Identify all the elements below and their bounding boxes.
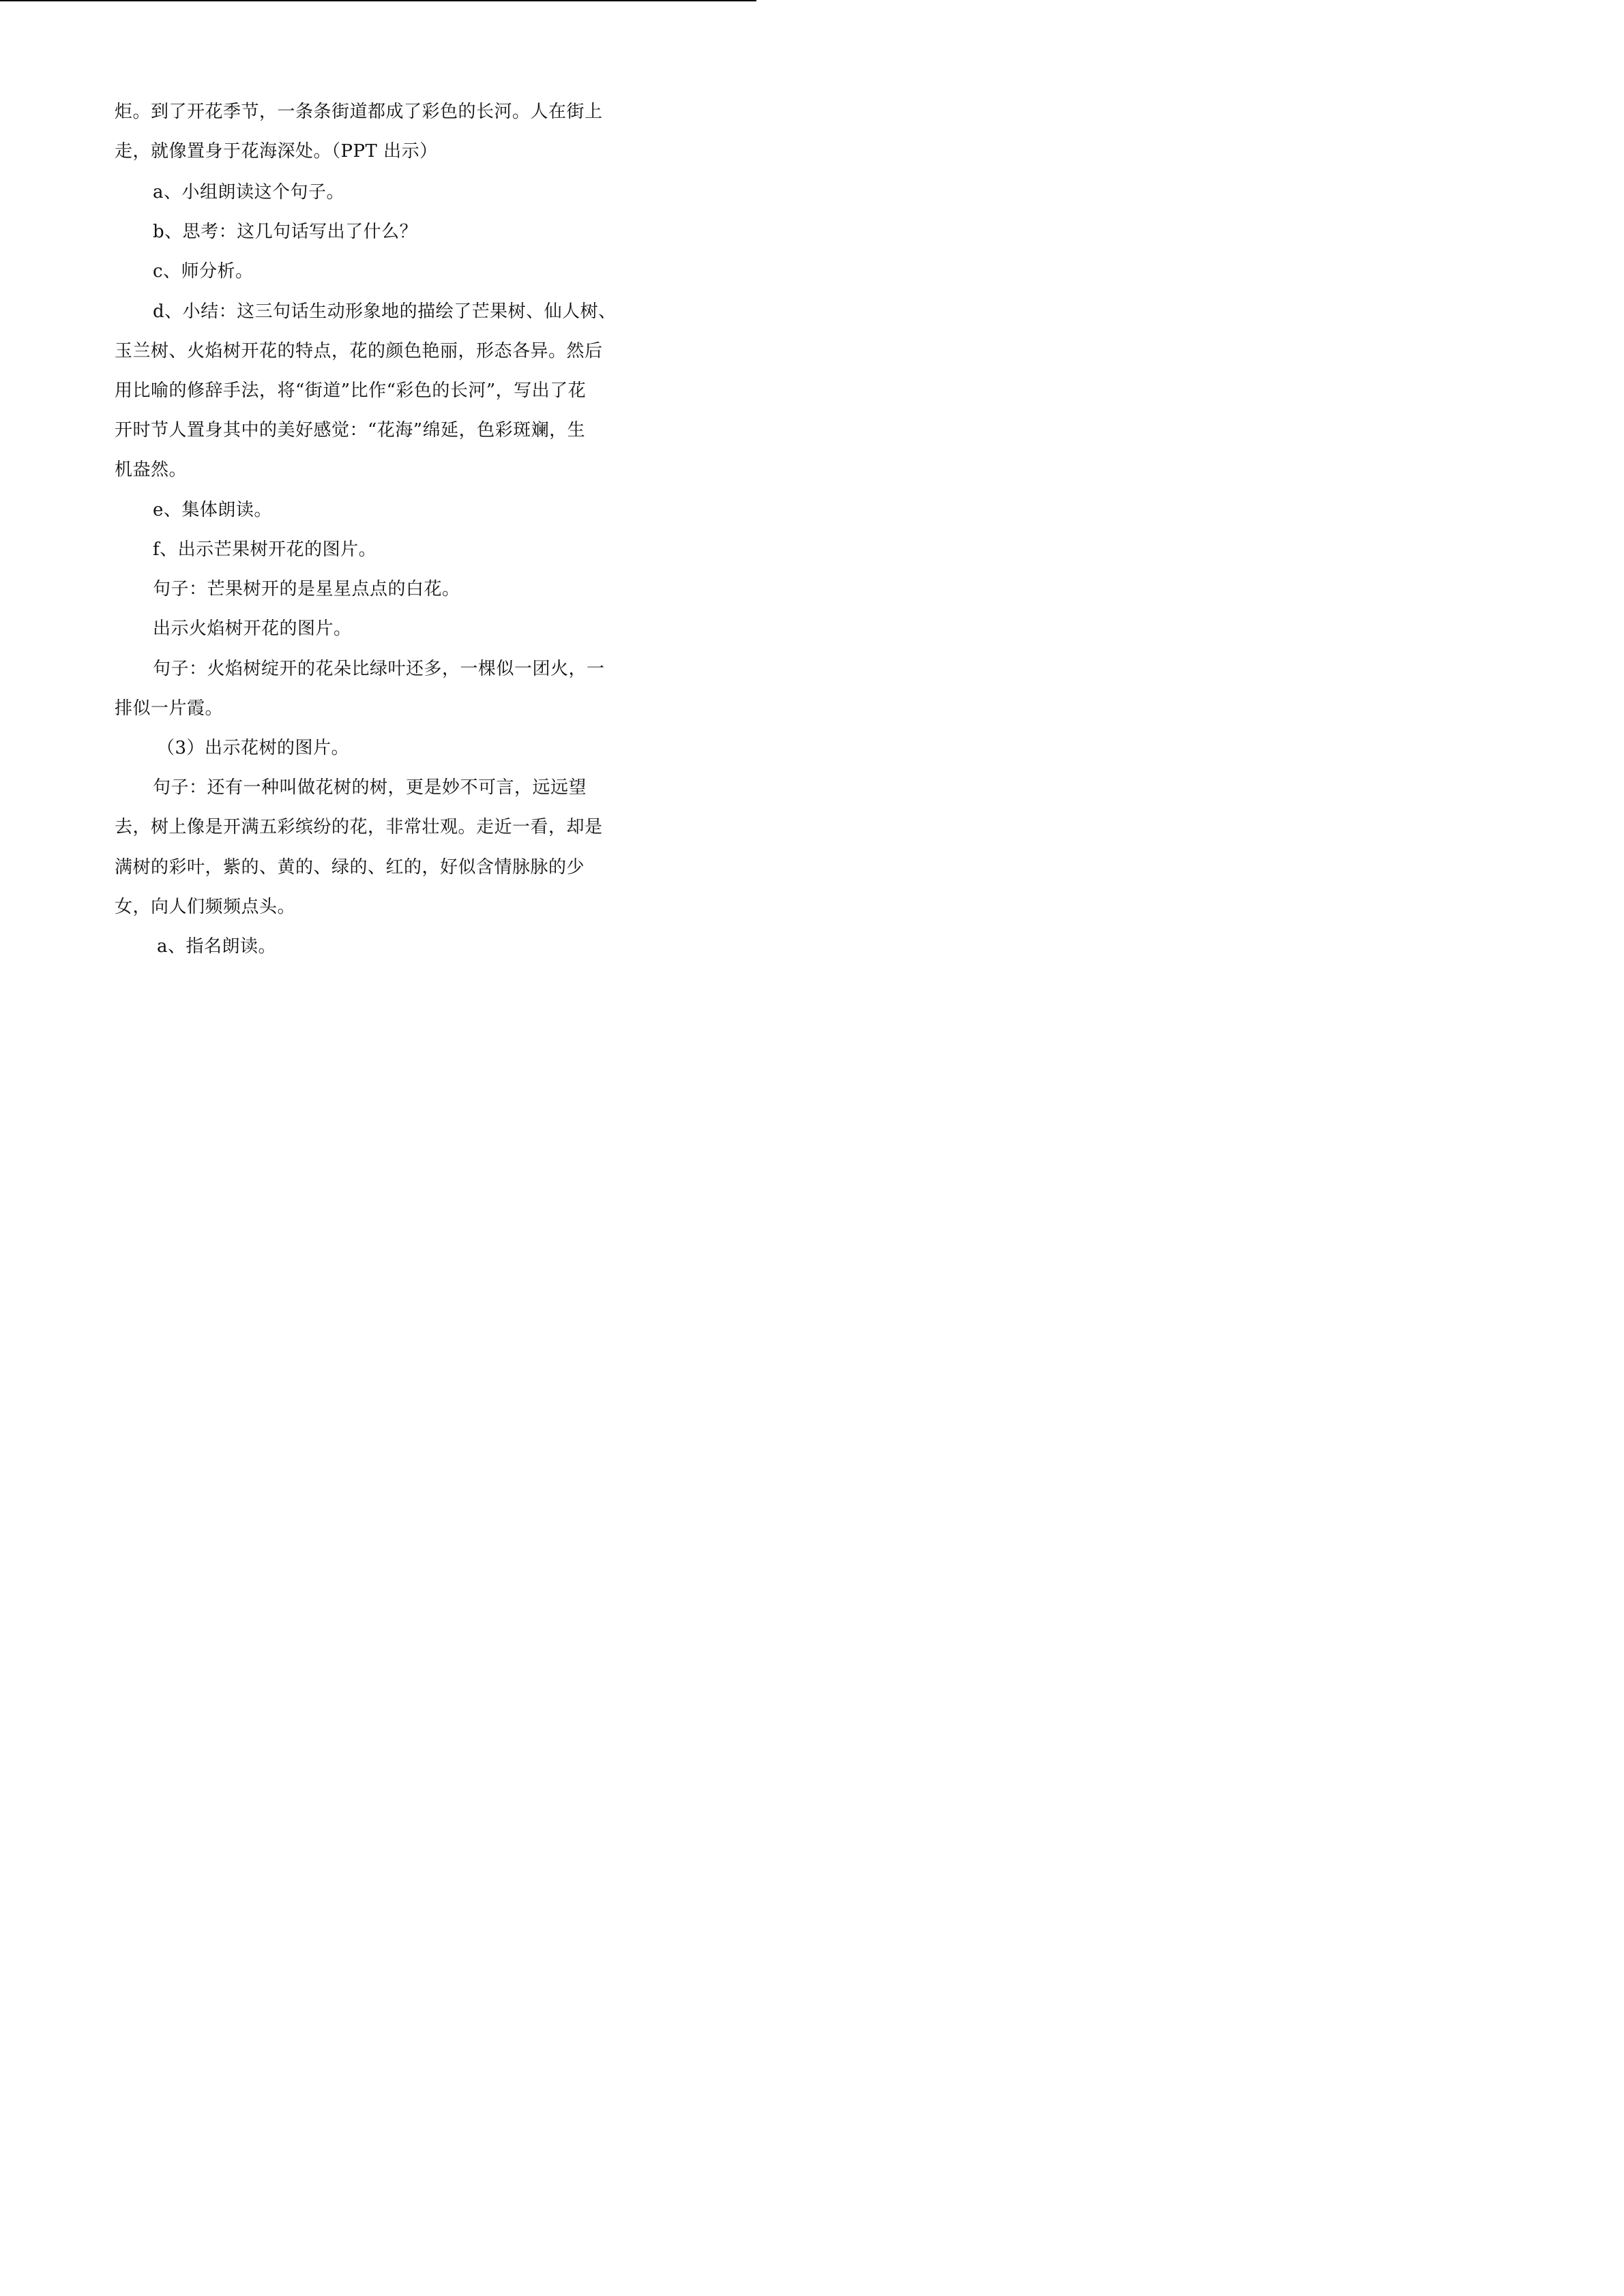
sentence-flower-tree-2: 去，树上像是开满五彩缤纷的花，非常壮观。走近一看，却是 bbox=[115, 817, 603, 837]
sentence-flower-tree-3: 满树的彩叶，紫的、黄的、绿的、红的，好似含情脉脉的少 bbox=[115, 857, 585, 878]
sentence-flower-tree: 句子：还有一种叫做花树的树，更是妙不可言，远远望 bbox=[153, 777, 587, 798]
step-d-summary: d、小结：这三句话生动形象地的描绘了芒果树、仙人树、 bbox=[153, 301, 617, 322]
section-3-heading: （3）出示花树的图片。 bbox=[157, 738, 350, 758]
sentence-flame-tree: 句子：火焰树绽开的花朵比绿叶还多，一棵似一团火，一 bbox=[153, 659, 605, 679]
show-flame-tree: 出示火焰树开花的图片。 bbox=[153, 618, 352, 639]
paragraph-line-2: 走，就像置身于花海深处。（PPT 出示） bbox=[115, 141, 438, 162]
summary-line-2: 玉兰树、火焰树开花的特点，花的颜色艳丽，形态各异。然后 bbox=[115, 341, 603, 361]
sentence-mango: 句子：芒果树开的是星星点点的白花。 bbox=[153, 579, 460, 599]
step-c-analyze: c、师分析。 bbox=[153, 261, 254, 282]
summary-line-4: 开时节人置身其中的美好感觉：“花海”绵延，色彩斑斓，生 bbox=[115, 420, 586, 441]
step-a-read-named: a、指名朗读。 bbox=[157, 936, 277, 957]
step-e-read-all: e、集体朗读。 bbox=[153, 500, 272, 520]
step-b-think: b、思考：这几句话写出了什么？ bbox=[153, 222, 418, 242]
sentence-flower-tree-4: 女，向人们频频点头。 bbox=[115, 897, 296, 917]
document-page bbox=[0, 0, 756, 1069]
step-a-read-group: a、小组朗读这个句子。 bbox=[153, 182, 345, 203]
sentence-flame-tree-cont: 排似一片霞。 bbox=[115, 698, 224, 719]
step-f-show-mango: f、出示芒果树开花的图片。 bbox=[153, 539, 377, 560]
summary-line-5: 机盎然。 bbox=[115, 460, 188, 480]
summary-line-3: 用比喻的修辞手法，将“街道”比作“彩色的长河”，写出了花 bbox=[115, 381, 587, 401]
paragraph-line-1: 炬。到了开花季节，一条条街道都成了彩色的长河。人在街上 bbox=[115, 102, 603, 122]
